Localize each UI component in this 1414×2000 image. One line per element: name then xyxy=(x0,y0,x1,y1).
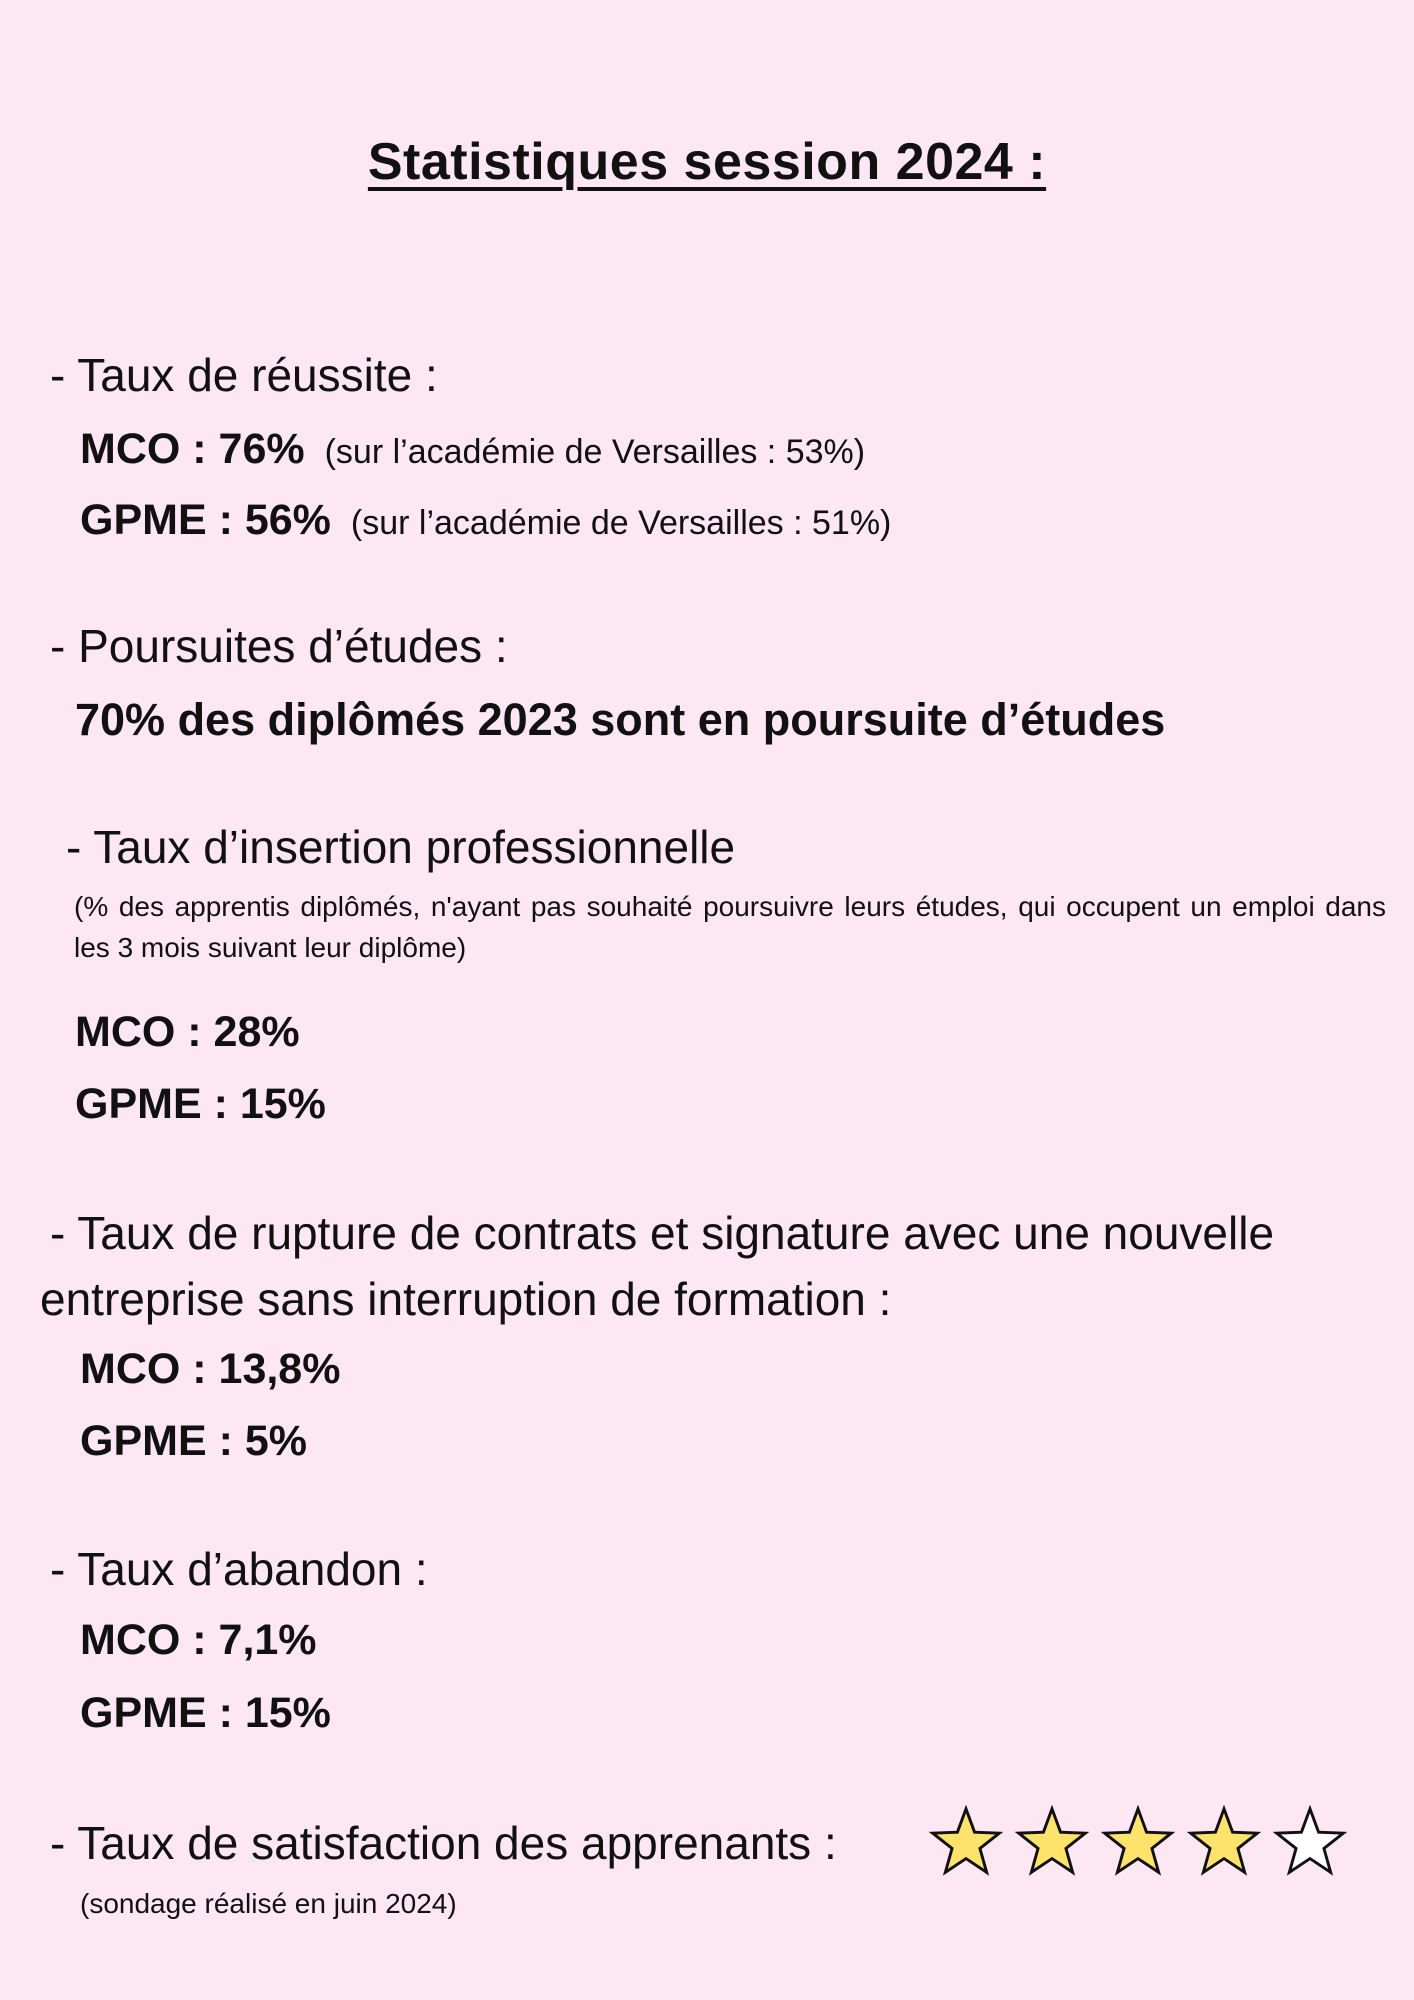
employment-rate-gpme-value: GPME : 15% xyxy=(75,1080,326,1128)
success-rate-gpme-value: GPME : 56% xyxy=(80,496,331,544)
dropout-rate-mco-value: MCO : 7,1% xyxy=(80,1616,317,1664)
contract-break-heading-line1: - Taux de rupture de contrats et signature avec une nouvelle xyxy=(50,1207,1275,1259)
contract-break-gpme-value: GPME : 5% xyxy=(80,1417,307,1465)
contract-break-heading-line2: entreprise sans interruption de formation : xyxy=(40,1273,892,1325)
further-studies-heading: - Poursuites d’études : xyxy=(50,620,508,672)
star-filled-icon xyxy=(1014,1805,1090,1881)
dropout-rate-heading: - Taux d’abandon : xyxy=(50,1543,428,1595)
employment-rate-note: (% des apprentis diplômés, n'ayant pas souhaité poursuivre leurs études, qui occupent un emploi dans les 3 mois suivant leur diplôme) xyxy=(74,891,1386,963)
page-title: Statistiques session 2024 : xyxy=(367,133,1047,191)
satisfaction-heading: - Taux de satisfaction des apprenants : xyxy=(50,1817,837,1869)
star-filled-icon xyxy=(1100,1805,1176,1881)
success-rate-heading: - Taux de réussite : xyxy=(50,349,438,401)
dropout-rate-gpme-value: GPME : 15% xyxy=(80,1689,331,1737)
star-filled-icon xyxy=(928,1805,1004,1881)
star-filled-icon xyxy=(1186,1805,1262,1881)
employment-rate-heading: - Taux d’insertion professionnelle xyxy=(66,821,736,873)
employment-rate-mco-value: MCO : 28% xyxy=(75,1008,300,1056)
satisfaction-star-rating xyxy=(928,1805,1348,1881)
success-rate-gpme-row xyxy=(80,496,892,544)
star-empty-icon xyxy=(1272,1805,1348,1881)
satisfaction-note: (sondage réalisé en juin 2024) xyxy=(80,1888,457,1919)
success-rate-mco-note: (sur l’académie de Versailles : 53%) xyxy=(324,433,866,471)
further-studies-value: 70% des diplômés 2023 sont en poursuite d’études xyxy=(75,694,1166,745)
success-rate-gpme-note: (sur l’académie de Versailles : 51%) xyxy=(350,504,892,542)
success-rate-mco-row xyxy=(80,425,866,473)
success-rate-mco-value: MCO : 76% xyxy=(80,425,305,473)
contract-break-mco-value: MCO : 13,8% xyxy=(80,1345,341,1393)
